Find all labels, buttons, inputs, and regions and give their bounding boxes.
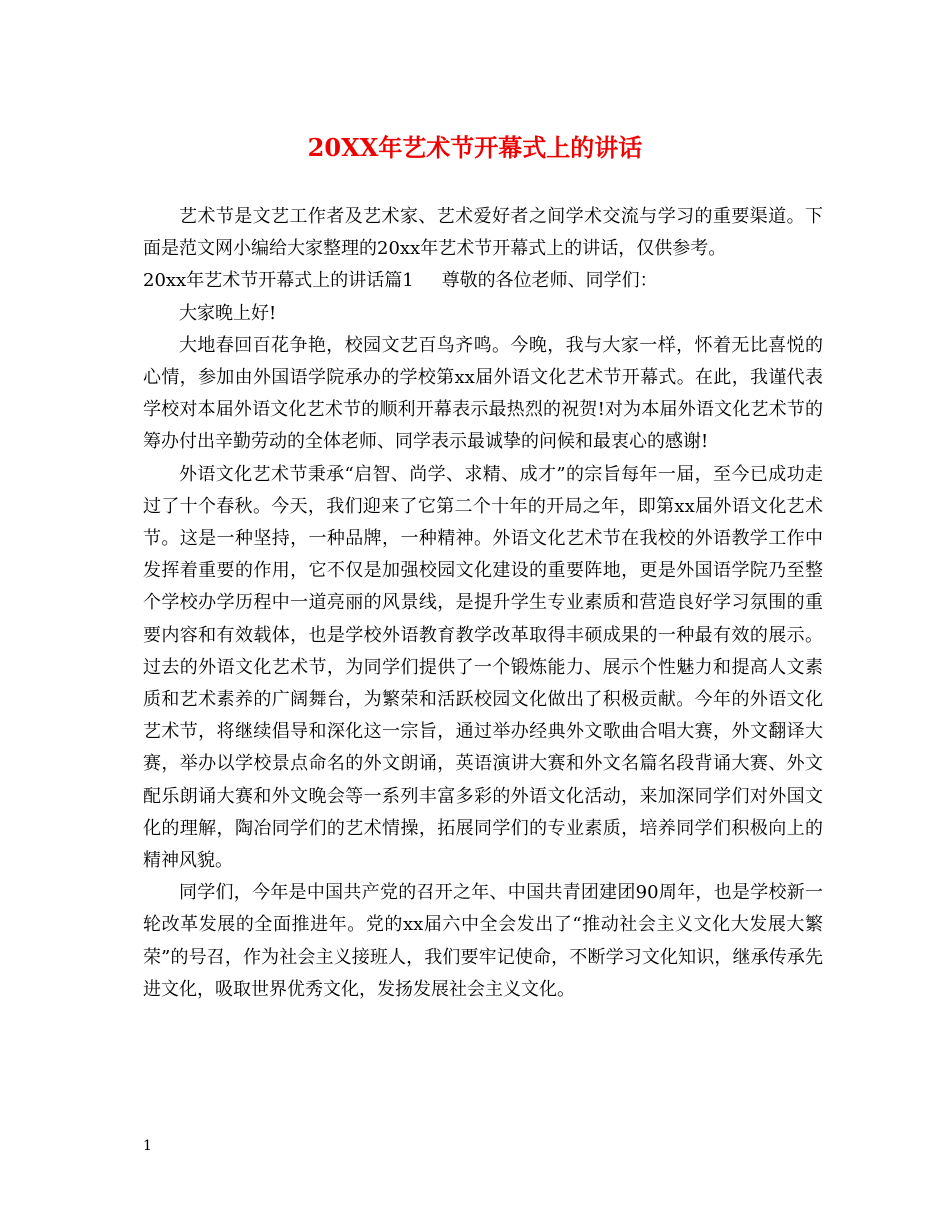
document-title: 20XX年艺术节开幕式上的讲话	[307, 133, 643, 162]
body-paragraph-2: 外语文化艺术节秉承“启智、尚学、求精、成才”的宗旨每年一届，至今已成功走过了十个春秋。今天，我们迎来了它第二个十年的开局之年，即第xx届外语文化艺术节。这是一种坚持，一种品牌，一种精神。外语文化艺术节在我校的外语教学工作中发挥着重要的作用，它不仅是加强校园文化建设的重要阵地，更是外国语学院乃至整个学校办学历程中一道亮丽的风景线，是提升学生专业素质和营造良好学习氛围的重要内容和有效载体，也是学校外语教育教学改革取得丰硕成果的一种最有效的展示。过去的外语文化艺术节，为同学们提供了一个锻炼能力、展示个性魅力和提高人文素质和艺术素养的广阔舞台，为繁荣和活跃校园文化做出了积极贡献。今年的外语文化艺术节，将继续倡导和深化这一宗旨，通过举办经典外文歌曲合唱大赛，外文翻译大赛，举办以学校景点命名的外文朗诵，英语演讲大赛和外文名篇名段背诵大赛、外文配乐朗诵大赛和外文晚会等一系列丰富多彩的外语文化活动，来加深同学们对外国文化的理解，陶冶同学们的艺术情操，拓展同学们的专业素质，培养同学们积极向上的精神风貌。	[143, 463, 823, 872]
page-number: 1	[143, 1138, 152, 1154]
intro-paragraph: 艺术节是文艺工作者及艺术家、艺术爱好者之间学术交流与学习的重要渠道。下面是范文网小编给大家整理的20xx年艺术节开幕式上的讲话，仅供参考。	[143, 206, 823, 260]
section-heading-line	[143, 265, 823, 297]
greeting: 大家晚上好!	[179, 302, 277, 324]
salutation: 尊敬的各位老师、同学们：	[441, 270, 658, 292]
section-heading: 20xx年艺术节开幕式上的讲话篇1	[143, 270, 414, 292]
body-paragraph-1: 大地春回百花争艳，校园文艺百鸟齐鸣。今晚，我与大家一样，怀着无比喜悦的心情，参加由外国语学院承办的学校第xx届外语文化艺术节开幕式。在此，我谨代表学校对本届外语文化艺术节的顺利开幕表示最热烈的祝贺!对为本届外语文化艺术节的筹办付出辛勤劳动的全体老师、同学表示最诚挚的问候和最衷心的感谢!	[143, 334, 823, 453]
body-paragraph-3: 同学们，今年是中国共产党的召开之年、中国共青团建团90周年，也是学校新一轮改革发展的全面推进年。党的xx届六中全会发出了“推动社会主义文化大发展大繁荣”的号召，作为社会主义接班人，我们要牢记使命，不断学习文化知识，继承传承先进文化，吸取世界优秀文化，发扬发展社会主义文化。	[143, 882, 823, 1000]
document-body	[143, 201, 823, 1006]
